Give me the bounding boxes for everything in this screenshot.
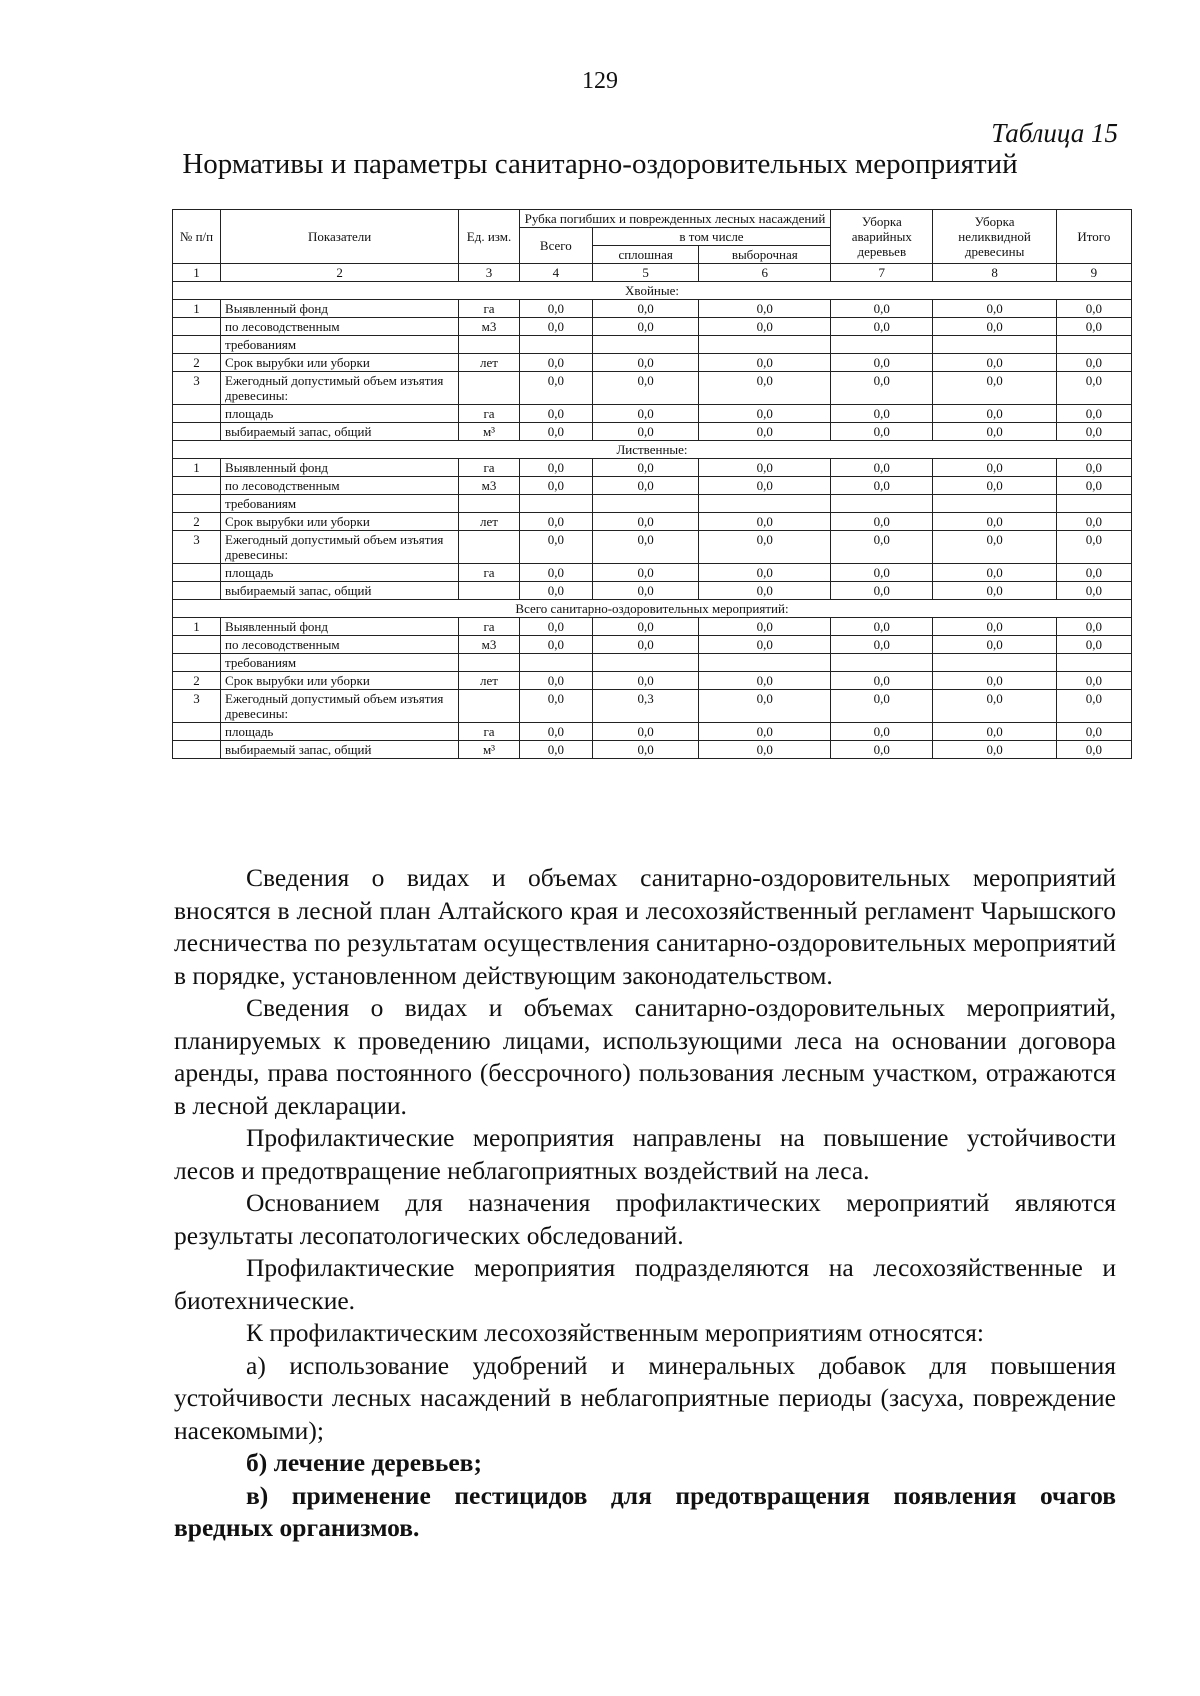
row-number [173, 723, 221, 741]
row-label: Выявленный фонд [221, 300, 459, 318]
row-value: 0,0 [831, 564, 933, 582]
table-row [173, 636, 1132, 654]
row-value: 0,0 [699, 636, 831, 654]
row-value: 0,0 [831, 423, 933, 441]
row-value: 0,0 [592, 636, 699, 654]
row-value: 0,0 [831, 405, 933, 423]
row-value [519, 336, 592, 354]
paragraph: в) применение пестицидов для предотвращения появления очагов вредных организмов. [174, 1480, 1116, 1542]
row-value [592, 336, 699, 354]
paragraph: Сведения о видах и объемах санитарно-оздоровительных мероприятий, планируемых к проведению лицами, использующими леса на основании договора аренды, права постоянного (бессрочного) пользования лесным участком, отражаются в лесной декларации. [174, 993, 1116, 1120]
row-label: требованиям [221, 336, 459, 354]
col-number: 2 [221, 264, 459, 282]
row-number [173, 405, 221, 423]
table-row [173, 690, 1132, 723]
row-value: 0,0 [831, 636, 933, 654]
row-label: по лесоводственным [221, 318, 459, 336]
row-value: 0,0 [592, 723, 699, 741]
row-value: 0,0 [592, 564, 699, 582]
row-value: 0,0 [1056, 582, 1131, 600]
row-value: 0,0 [933, 690, 1056, 723]
table-row [173, 654, 1132, 672]
row-value: 0,0 [699, 372, 831, 405]
row-value: 0,0 [831, 513, 933, 531]
row-label: требованиям [221, 495, 459, 513]
row-value [933, 495, 1056, 513]
section-title: Лиственные: [173, 441, 1132, 459]
header-emergency: Уборка аварийных деревьев [831, 210, 933, 264]
row-value [933, 654, 1056, 672]
norms-table [172, 209, 1132, 759]
row-value: 0,0 [592, 372, 699, 405]
row-label: Ежегодный допустимый объем изъятия древесины: [221, 690, 459, 723]
row-value: 0,0 [1056, 477, 1131, 495]
row-value: 0,0 [933, 300, 1056, 318]
row-unit [459, 531, 520, 564]
row-value: 0,0 [592, 741, 699, 759]
row-value: 0,0 [519, 741, 592, 759]
row-value: 0,0 [699, 564, 831, 582]
row-number: 2 [173, 354, 221, 372]
row-number: 2 [173, 672, 221, 690]
row-number [173, 582, 221, 600]
row-number: 3 [173, 690, 221, 723]
row-value: 0,0 [519, 423, 592, 441]
row-value: 0,0 [831, 741, 933, 759]
row-number: 1 [173, 459, 221, 477]
row-unit [459, 654, 520, 672]
paragraph: Профилактические мероприятия направлены на повышение устойчивости лесов и предотвращение неблагоприятных воздействий на леса. [174, 1123, 1116, 1185]
row-value [592, 495, 699, 513]
row-value: 0,0 [831, 354, 933, 372]
row-unit: м³ [459, 741, 520, 759]
row-value: 0,0 [933, 477, 1056, 495]
row-value: 0,0 [1056, 741, 1131, 759]
row-value: 0,0 [933, 564, 1056, 582]
row-value: 0,0 [592, 354, 699, 372]
row-value [699, 336, 831, 354]
header-unmarketable: Уборка неликвидной древесины [933, 210, 1056, 264]
table-row [173, 723, 1132, 741]
row-unit: лет [459, 354, 520, 372]
row-value [831, 495, 933, 513]
row-label: Срок вырубки или уборки [221, 513, 459, 531]
row-unit: м³ [459, 423, 520, 441]
row-value: 0,0 [592, 477, 699, 495]
row-label: выбираемый запас, общий [221, 582, 459, 600]
row-value: 0,0 [1056, 618, 1131, 636]
row-value: 0,0 [519, 513, 592, 531]
row-value: 0,0 [1056, 372, 1131, 405]
row-value: 0,0 [592, 582, 699, 600]
table-row [173, 582, 1132, 600]
row-label: Выявленный фонд [221, 618, 459, 636]
row-value: 0,0 [933, 531, 1056, 564]
header-felling: Рубка погибших и поврежденных лесных насаждений [519, 210, 830, 228]
row-value: 0,0 [933, 672, 1056, 690]
table-row [173, 405, 1132, 423]
table-row [173, 372, 1132, 405]
body-text [174, 862, 1116, 1545]
row-value: 0,0 [592, 459, 699, 477]
row-unit: га [459, 459, 520, 477]
row-value: 0,0 [519, 372, 592, 405]
row-value: 0,0 [1056, 690, 1131, 723]
row-value: 0,0 [933, 618, 1056, 636]
table-row [173, 513, 1132, 531]
table-row [173, 495, 1132, 513]
row-unit: га [459, 564, 520, 582]
section-row [173, 600, 1132, 618]
row-value: 0,0 [831, 690, 933, 723]
row-value: 0,0 [592, 531, 699, 564]
paragraph: Основанием для назначения профилактических мероприятий являются результаты лесопатологических обследований. [174, 1188, 1116, 1250]
table-row [173, 300, 1132, 318]
row-value: 0,0 [519, 672, 592, 690]
column-numbers-row [173, 264, 1132, 282]
row-value: 0,0 [831, 582, 933, 600]
table-row [173, 354, 1132, 372]
row-value: 0,0 [699, 690, 831, 723]
col-number: 5 [592, 264, 699, 282]
row-value: 0,0 [519, 690, 592, 723]
row-number [173, 477, 221, 495]
row-label: выбираемый запас, общий [221, 741, 459, 759]
row-unit [459, 495, 520, 513]
row-value: 0,0 [699, 531, 831, 564]
row-value: 0,0 [831, 372, 933, 405]
row-value: 0,0 [519, 477, 592, 495]
row-value: 0,0 [831, 300, 933, 318]
header-itogo: Итого [1056, 210, 1131, 264]
row-value: 0,0 [592, 318, 699, 336]
header-num: № п/п [173, 210, 221, 264]
row-value: 0,0 [1056, 354, 1131, 372]
row-value: 0,0 [519, 459, 592, 477]
row-value: 0,0 [1056, 564, 1131, 582]
section-title: Всего санитарно-оздоровительных мероприятий: [173, 600, 1132, 618]
row-value: 0,0 [699, 741, 831, 759]
row-label: площадь [221, 723, 459, 741]
table-body [173, 282, 1132, 759]
row-value: 0,0 [831, 477, 933, 495]
row-value: 0,0 [519, 531, 592, 564]
header-clear: сплошная [592, 246, 699, 264]
row-value: 0,0 [831, 618, 933, 636]
col-number: 1 [173, 264, 221, 282]
row-value: 0,0 [933, 513, 1056, 531]
row-value: 0,0 [933, 405, 1056, 423]
row-value: 0,0 [592, 513, 699, 531]
paragraph: б) лечение деревьев; [246, 1448, 482, 1477]
row-value: 0,0 [1056, 300, 1131, 318]
row-label: площадь [221, 564, 459, 582]
table-label: Таблица 15 [991, 118, 1118, 148]
row-value: 0,0 [1056, 636, 1131, 654]
table-header [173, 210, 1132, 282]
paragraph: а) использование удобрений и минеральных добавок для повышения устойчивости лесных насаждений в неблагоприятные периоды (засуха, повреждение насекомыми); [174, 1350, 1116, 1445]
row-number: 2 [173, 513, 221, 531]
table-row [173, 423, 1132, 441]
row-value: 0,0 [831, 318, 933, 336]
row-value: 0,0 [592, 300, 699, 318]
table-row [173, 318, 1132, 336]
row-value [519, 495, 592, 513]
row-unit [459, 690, 520, 723]
row-number [173, 564, 221, 582]
header-including: в том числе [592, 228, 830, 246]
row-label: Срок вырубки или уборки [221, 354, 459, 372]
row-value: 0,0 [933, 372, 1056, 405]
row-label: Срок вырубки или уборки [221, 672, 459, 690]
table-row [173, 741, 1132, 759]
paragraph: Профилактические мероприятия подразделяются на лесохозяйственные и биотехнические. [174, 1253, 1116, 1315]
row-value [519, 654, 592, 672]
row-value: 0,3 [592, 690, 699, 723]
row-value: 0,0 [1056, 423, 1131, 441]
row-value: 0,0 [699, 618, 831, 636]
row-label: Выявленный фонд [221, 459, 459, 477]
row-value: 0,0 [933, 354, 1056, 372]
row-label: Ежегодный допустимый объем изъятия древесины: [221, 531, 459, 564]
row-value: 0,0 [519, 300, 592, 318]
row-value: 0,0 [592, 672, 699, 690]
row-value: 0,0 [699, 513, 831, 531]
row-value: 0,0 [1056, 318, 1131, 336]
row-value: 0,0 [831, 459, 933, 477]
row-value [1056, 495, 1131, 513]
row-value: 0,0 [699, 459, 831, 477]
table-row [173, 618, 1132, 636]
section-title: Хвойные: [173, 282, 1132, 300]
row-value: 0,0 [519, 636, 592, 654]
row-unit [459, 372, 520, 405]
row-unit: га [459, 300, 520, 318]
row-value: 0,0 [1056, 513, 1131, 531]
row-value: 0,0 [519, 354, 592, 372]
page-number: 129 [582, 68, 618, 94]
row-number [173, 741, 221, 759]
header-total-felling: Всего [519, 228, 592, 264]
table-row [173, 672, 1132, 690]
col-number: 7 [831, 264, 933, 282]
table-row [173, 531, 1132, 564]
col-number: 4 [519, 264, 592, 282]
row-value: 0,0 [933, 582, 1056, 600]
row-value: 0,0 [699, 723, 831, 741]
row-unit: м3 [459, 318, 520, 336]
row-value [592, 654, 699, 672]
row-value: 0,0 [699, 405, 831, 423]
document-title: Нормативы и параметры санитарно-оздоровительных мероприятий [182, 148, 1018, 180]
row-value: 0,0 [592, 405, 699, 423]
row-value: 0,0 [1056, 672, 1131, 690]
row-unit [459, 582, 520, 600]
header-unit: Ед. изм. [459, 210, 520, 264]
table-row [173, 564, 1132, 582]
row-value [933, 336, 1056, 354]
row-number: 3 [173, 372, 221, 405]
row-value: 0,0 [519, 618, 592, 636]
row-value: 0,0 [1056, 531, 1131, 564]
row-value: 0,0 [699, 477, 831, 495]
row-value: 0,0 [933, 723, 1056, 741]
row-unit: га [459, 618, 520, 636]
row-value: 0,0 [519, 582, 592, 600]
row-label: площадь [221, 405, 459, 423]
row-value [699, 495, 831, 513]
row-value: 0,0 [831, 672, 933, 690]
row-value [699, 654, 831, 672]
row-label: по лесоводственным [221, 636, 459, 654]
row-value: 0,0 [831, 723, 933, 741]
col-number: 3 [459, 264, 520, 282]
row-number [173, 318, 221, 336]
row-value: 0,0 [831, 531, 933, 564]
section-row [173, 282, 1132, 300]
row-number [173, 336, 221, 354]
section-row [173, 441, 1132, 459]
col-number: 6 [699, 264, 831, 282]
row-number [173, 495, 221, 513]
row-value: 0,0 [519, 318, 592, 336]
row-value: 0,0 [699, 354, 831, 372]
row-number: 1 [173, 618, 221, 636]
row-number: 3 [173, 531, 221, 564]
row-value: 0,0 [699, 318, 831, 336]
row-value: 0,0 [1056, 405, 1131, 423]
row-value: 0,0 [933, 423, 1056, 441]
row-value: 0,0 [592, 618, 699, 636]
col-number: 9 [1056, 264, 1131, 282]
row-unit [459, 336, 520, 354]
row-value: 0,0 [519, 564, 592, 582]
row-value: 0,0 [933, 741, 1056, 759]
row-number [173, 654, 221, 672]
row-unit: лет [459, 672, 520, 690]
row-unit: м3 [459, 636, 520, 654]
row-value: 0,0 [592, 423, 699, 441]
row-number [173, 423, 221, 441]
header-selective: выборочная [699, 246, 831, 264]
row-unit: га [459, 405, 520, 423]
table-row [173, 336, 1132, 354]
row-value: 0,0 [933, 318, 1056, 336]
row-value: 0,0 [519, 405, 592, 423]
row-value: 0,0 [933, 459, 1056, 477]
row-value: 0,0 [699, 423, 831, 441]
row-unit: га [459, 723, 520, 741]
table-row [173, 459, 1132, 477]
row-label: по лесоводственным [221, 477, 459, 495]
row-unit: лет [459, 513, 520, 531]
row-value: 0,0 [699, 300, 831, 318]
row-unit: м3 [459, 477, 520, 495]
row-value: 0,0 [699, 672, 831, 690]
paragraph: К профилактическим лесохозяйственным мероприятиям относятся: [246, 1318, 984, 1347]
col-number: 8 [933, 264, 1056, 282]
row-number: 1 [173, 300, 221, 318]
row-value: 0,0 [1056, 723, 1131, 741]
row-value [1056, 654, 1131, 672]
header-indicators: Показатели [221, 210, 459, 264]
row-value: 0,0 [519, 723, 592, 741]
row-value [831, 336, 933, 354]
table-row [173, 477, 1132, 495]
row-value: 0,0 [699, 582, 831, 600]
row-label: требованиям [221, 654, 459, 672]
row-label: Ежегодный допустимый объем изъятия древесины: [221, 372, 459, 405]
row-value [831, 654, 933, 672]
row-value [1056, 336, 1131, 354]
row-value: 0,0 [933, 636, 1056, 654]
row-number [173, 636, 221, 654]
row-value: 0,0 [1056, 459, 1131, 477]
row-label: выбираемый запас, общий [221, 423, 459, 441]
paragraph: Сведения о видах и объемах санитарно-оздоровительных мероприятий вносятся в лесной план Алтайского края и лесохозяйственный регламент Чарышского лесничества по результатам осуществления санитарно-оздоровительных мероприятий в порядке, установленном действующим законодательством. [174, 863, 1116, 990]
